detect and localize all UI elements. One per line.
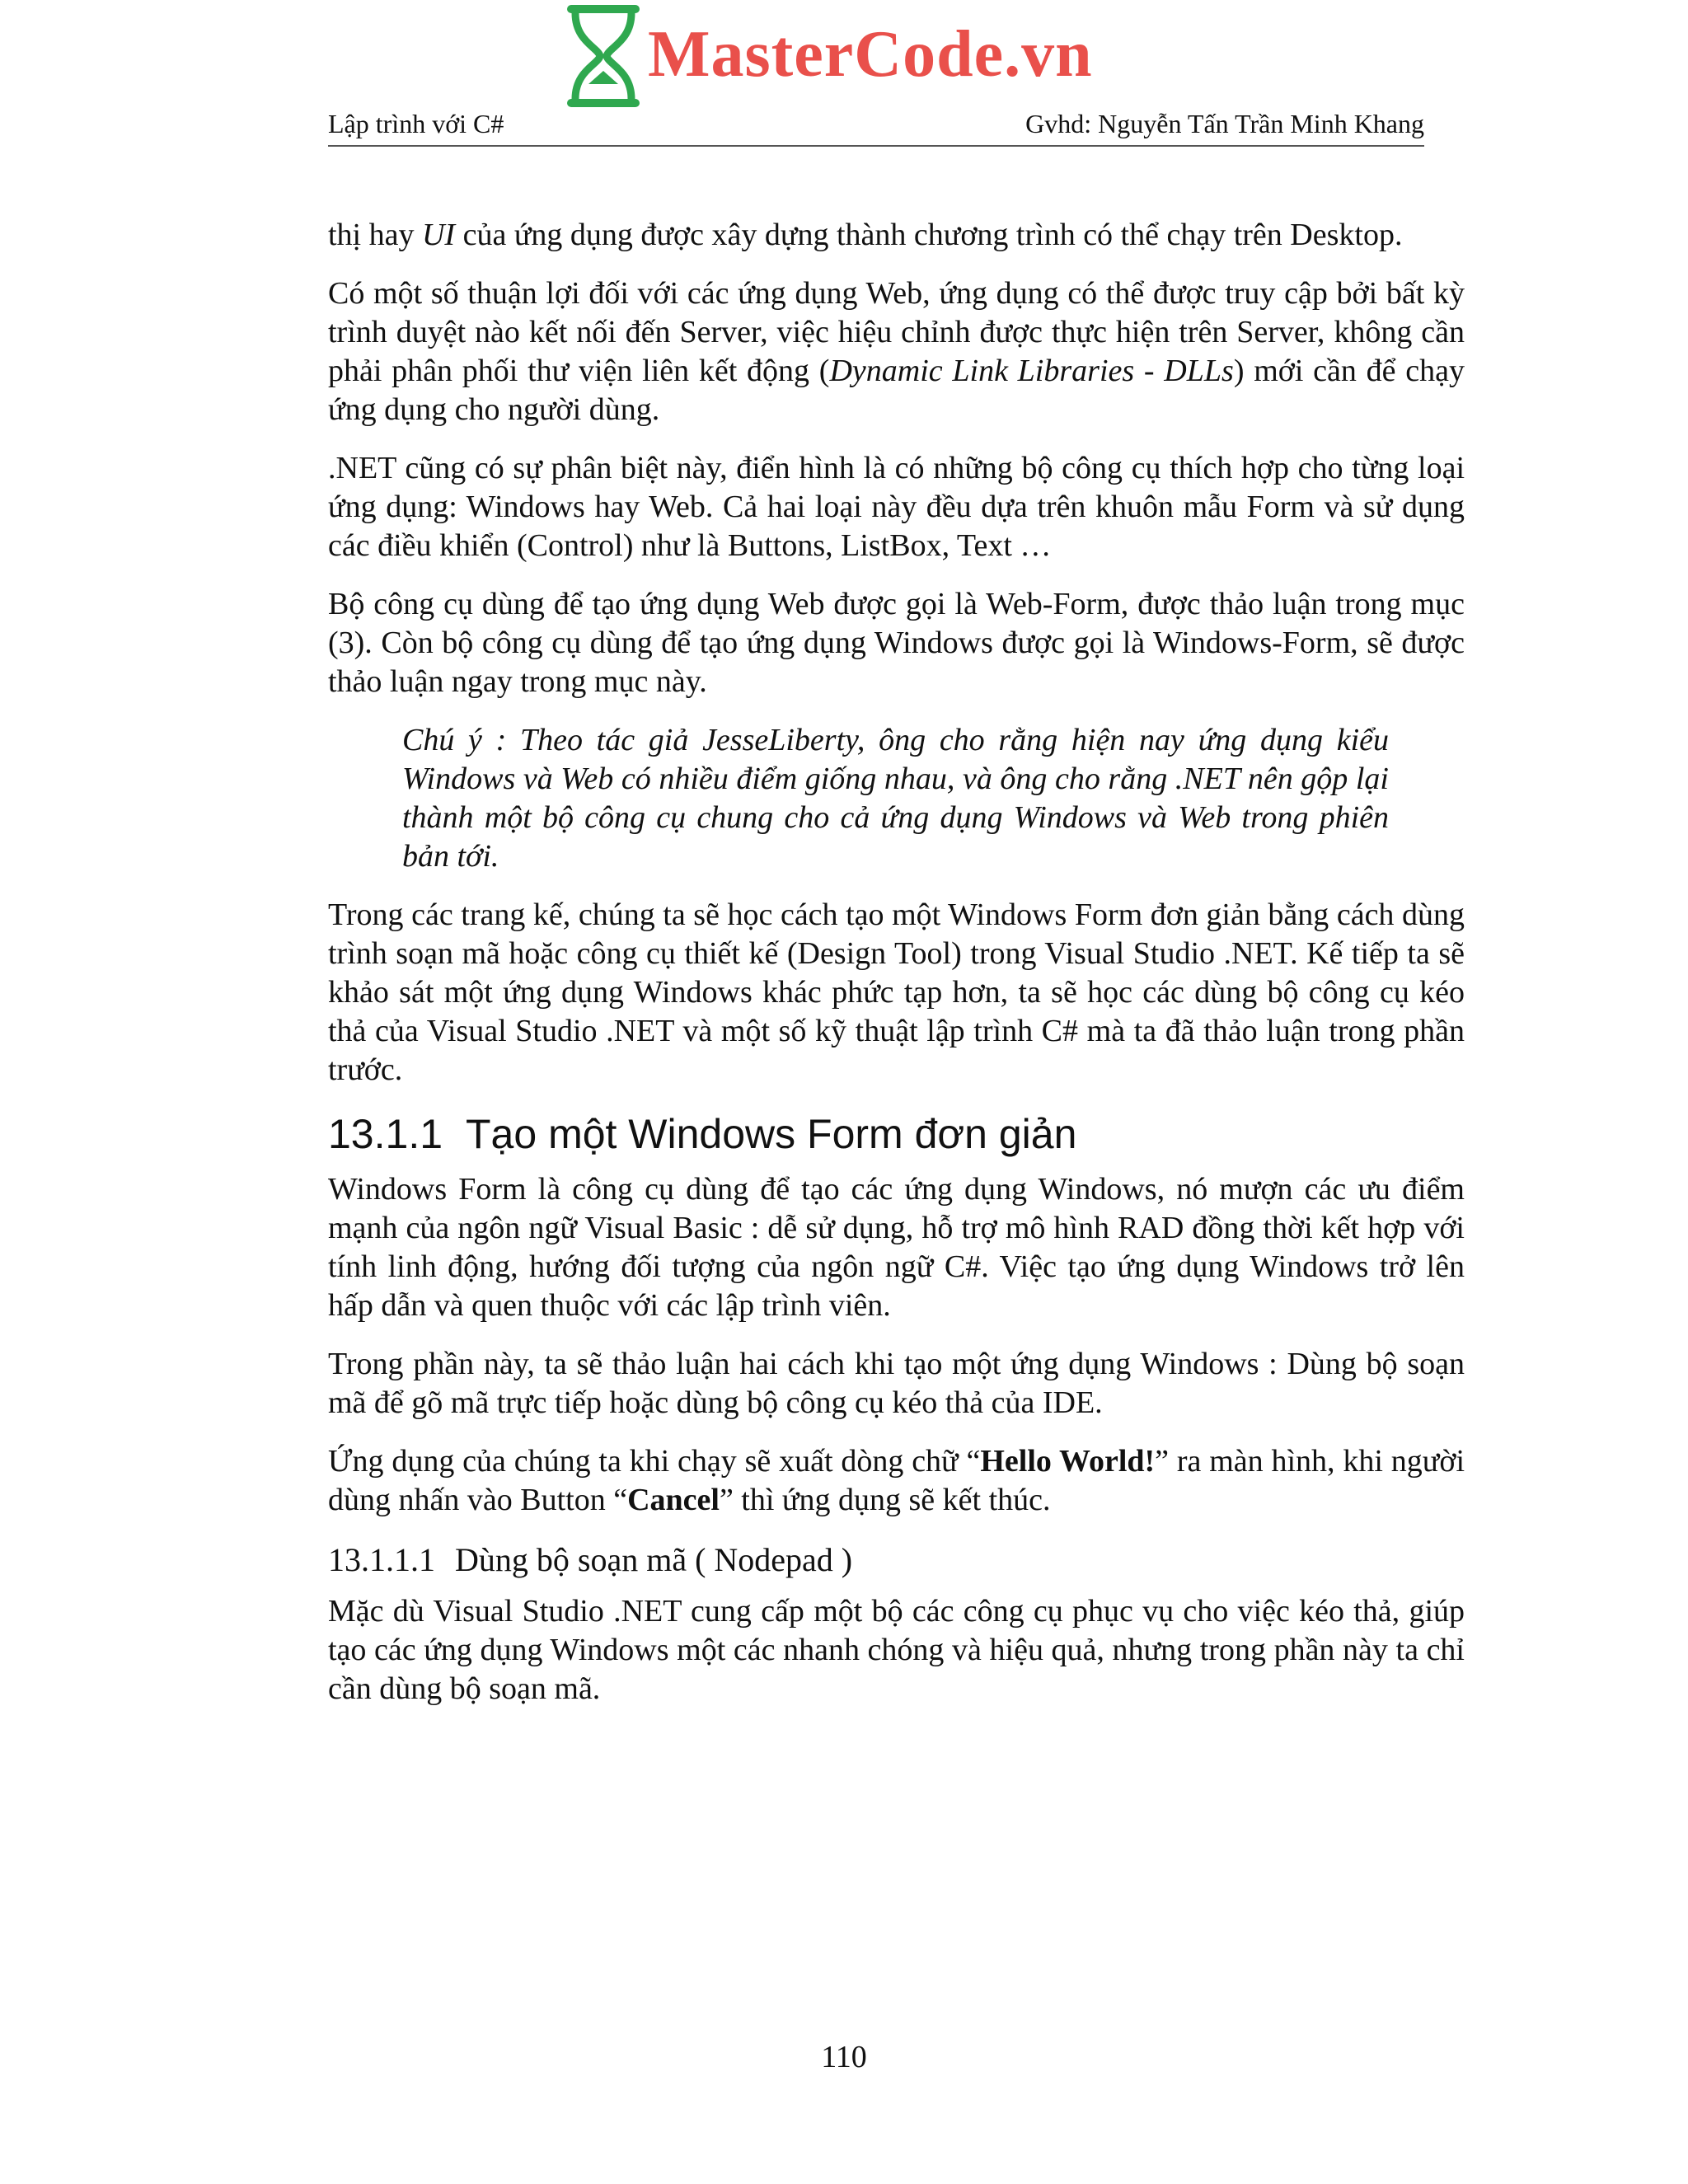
paragraph-text: của ứng dụng được xây dựng thành chương trình có thể chạy trên Desktop.	[455, 218, 1403, 252]
hourglass-icon	[564, 2, 643, 110]
paragraph-text: ) mới cần để chạy ứng dụng cho người dùng.	[328, 354, 1465, 427]
section-title: Tạo một Windows Form đơn giản	[466, 1111, 1077, 1157]
header-course-title: Lập trình với C#	[328, 109, 504, 138]
paragraph-text: ” ra màn hình, khi người dùng nhấn vào Button “	[328, 1444, 1465, 1517]
logo-text: MasterCode.vn	[648, 18, 1093, 91]
paragraph: Trong phần này, ta sẽ thảo luận hai cách khi tạo một ứng dụng Windows : Dùng bộ soạn mã để gõ mã trực tiếp hoặc dùng bộ công cụ kéo thả của IDE.	[328, 1347, 1465, 1420]
paragraph: Trong các trang kế, chúng ta sẽ học cách tạo một Windows Form đơn giản bằng cách dùng trình soạn mã hoặc công cụ thiết kế (Design Tool) trong Visual Studio .NET. Kế tiếp ta sẽ khảo sát một ứng dụng Windows khác phức tạp hơn, ta sẽ học các dùng bộ công cụ kéo thả của Visual Studio .NET và một số kỹ thuật lập trình C# mà ta đã thảo luận trong phần trước.	[328, 898, 1465, 1087]
note-block: Chú ý : Theo tác giả JesseLiberty, ông cho rằng hiện nay ứng dụng kiểu Windows và Web có nhiều điểm giống nhau, và ông cho rằng .NET nên gộp lại thành một bộ công cụ chung cho cả ứng dụng Windows và Web trong phiên bản tới.	[402, 723, 1389, 874]
paragraph	[328, 274, 1465, 429]
paragraph-text: thị hay	[328, 218, 422, 252]
page-number: 110	[821, 2040, 867, 2074]
paragraph-text: Có một số thuận lợi đối với các ứng dụng Web, ứng dụng có thể được truy cập bởi bất kỳ trình duyệt nào kết nối đến Server, việc hiệu chỉnh được thực hiện trên Server, không cần phải phân phối thư viện liên kết động (	[328, 276, 1465, 388]
paragraph: .NET cũng có sự phân biệt này, điển hình là có những bộ công cụ thích hợp cho từng loại ứng dụng: Windows hay Web. Cả hai loại này đều dựa trên khuôn mẫu Form và sử dụng các điều khiển (Control) như là Buttons, ListBox, Text …	[328, 451, 1465, 563]
paragraph: Windows Form là công cụ dùng để tạo các ứng dụng Windows, nó mượn các ưu điểm mạnh của ngôn ngữ Visual Basic : dễ sử dụng, hỗ trợ mô hình RAD đồng thời kết hợp với tính linh động, hướng đối tượng của ngôn ngữ C#. Việc tạo ứng dụng Windows trở lên hấp dẫn và quen thuộc với các lập trình viên.	[328, 1172, 1465, 1323]
section-heading	[328, 1109, 1465, 1159]
paragraph	[328, 216, 1465, 255]
section-number: 13.1.1	[328, 1111, 443, 1157]
italic-term: Dynamic Link Libraries - DLLs	[829, 354, 1234, 388]
subsection-heading	[328, 1540, 1465, 1581]
running-header	[328, 105, 1424, 147]
bold-term: Cancel	[627, 1483, 720, 1517]
header-instructor: Gvhd: Nguyễn Tấn Trần Minh Khang	[1025, 109, 1424, 138]
italic-term: UI	[421, 218, 456, 252]
paragraph-text: Ứng dụng của chúng ta khi chạy sẽ xuất dòng chữ “	[328, 1444, 981, 1479]
paragraph: Bộ công cụ dùng để tạo ứng dụng Web được gọi là Web-Form, được thảo luận trong mục (3). Còn bộ công cụ dùng để tạo ứng dụng Windows được gọi là Windows-Form, sẽ được thảo luận ngay trong mục này.	[328, 587, 1465, 699]
paragraph: Mặc dù Visual Studio .NET cung cấp một bộ các công cụ phục vụ cho việc kéo thả, giúp tạo các ứng dụng Windows một các nhanh chóng và hiệu quả, nhưng trong phần này ta chỉ cần dùng bộ soạn mã.	[328, 1594, 1465, 1706]
page-body	[328, 216, 1465, 1728]
paragraph-text: ” thì ứng dụng sẽ kết thúc.	[719, 1483, 1051, 1517]
subsection-number: 13.1.1.1	[328, 1541, 435, 1578]
subsection-title: Dùng bộ soạn mã ( Nodepad )	[455, 1541, 853, 1578]
paragraph	[328, 1442, 1465, 1520]
bold-term: Hello World!	[980, 1444, 1156, 1479]
site-logo	[564, 2, 1108, 113]
